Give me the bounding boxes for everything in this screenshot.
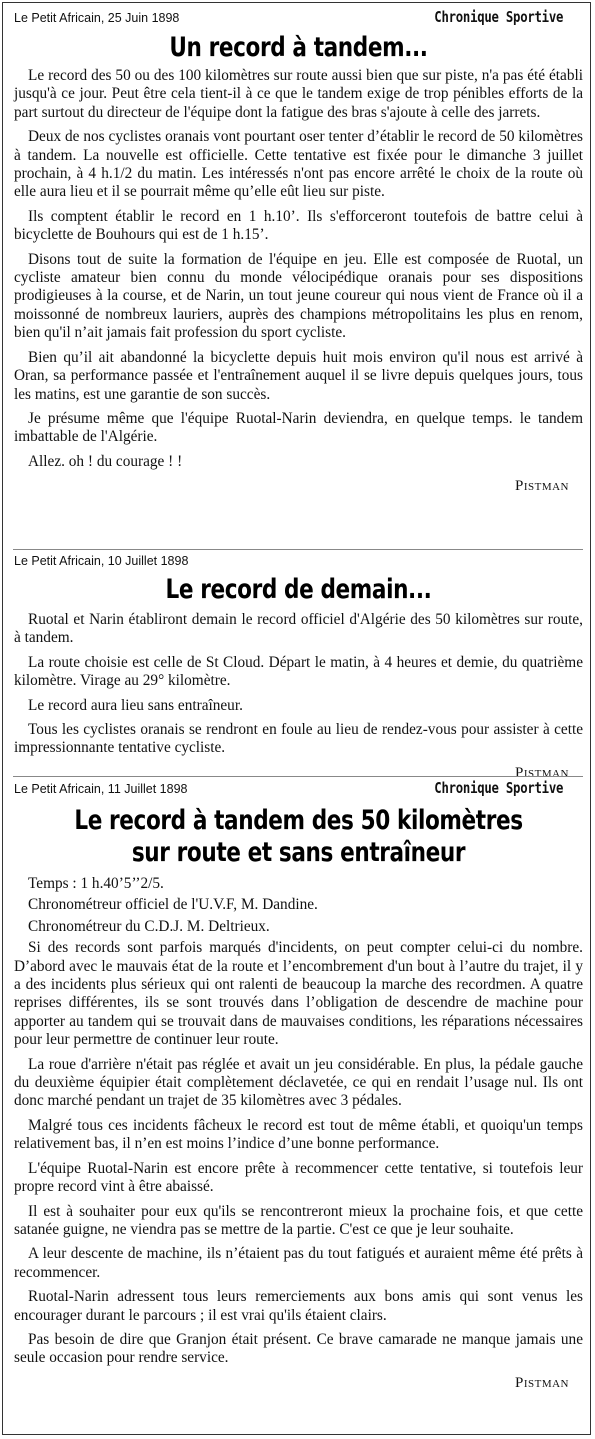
source-line: Le Petit Africain, 10 Juillet 1898 bbox=[14, 554, 189, 568]
rubric-label: Chronique Sportive bbox=[434, 8, 563, 26]
signature: Pistman bbox=[514, 478, 569, 495]
paragraph: Malgré tous ces incidents fâcheux le record est tout de même établi, et quoiqu'un temps relativement bas, il n’en est moins l’indice d’une bonne performance. bbox=[14, 1116, 583, 1153]
paragraph: Disons tout de suite la formation de l'équipe en jeu. Elle est composée de Ruotal, un cycliste amateur bien connu du monde vélocipédique oranais pour ses dispositions prodigieuses à la course, et de Narin, un tout jeune coureur qui nous vient de France où il a moissonné de nombreux lauriers, auprès des champions métropolitains les plus en renom, bien qu'il n’ait jamais fait profession du sport cycliste. bbox=[14, 250, 583, 342]
paragraph: A leur descente de machine, ils n’étaient pas du tout fatigués et auraient même été prêts à recommencer. bbox=[14, 1245, 583, 1281]
article-title-line-2: sur route et sans entraîneur bbox=[131, 837, 466, 868]
article-body bbox=[14, 67, 583, 471]
paragraph: Il est à souhaiter pour eux qu'ils se rencontreront mieux la prochaine fois, et que cette satanée guigne, ne viendra pas se mettre de la partie. C'est ce que je leur souhaite. bbox=[14, 1202, 583, 1238]
signature: Pistman bbox=[514, 764, 569, 781]
section-divider bbox=[13, 776, 583, 777]
paragraph: Pas besoin de dire que Granjon était présent. Ce brave camarade ne manque jamais une seule occasion pour rendre service. bbox=[14, 1330, 583, 1367]
paragraph: Le record des 50 ou des 100 kilomètres sur route aussi bien que sur piste, n'a pas été établi jusqu'à ce jour. Peut être cela tient-il à ce que le tandem exige de trop pénibles efforts de la part surtout du directeur de l'équipe dont la fatigue des bras s'ajoute à celle des jarrets. bbox=[14, 67, 583, 121]
article-body bbox=[14, 611, 583, 758]
source-line: Le Petit Africain, 11 Juillet 1898 bbox=[14, 782, 188, 796]
club-timekeeper-line: Chronométreur du C.D.J. M. Deltrieux. bbox=[28, 917, 270, 935]
article-title: Le record de demain... bbox=[165, 574, 432, 605]
paragraph: Tous les cyclistes oranais se rendront en foule au lieu de rendez-vous pour assister à cette impressionnante tentative cycliste. bbox=[14, 721, 583, 757]
paragraph: Le record aura lieu sans entraîneur. bbox=[28, 696, 243, 714]
paragraph: Bien qu’il ait abandonné la bicyclette depuis huit mois environ qu'il nous est arrivé à Oran, sa performance passée et l'entraînement auquel il se livre depuis quelques jours, tous les matins, est une garantie de son succès. bbox=[14, 348, 583, 403]
paragraph: La roue d'arrière n'était pas réglée et avait un jeu considérable. En plus, la pédale gauche du deuxième équipier était complètement déclavetée, ce qui en rendait l’usage nul. Ils ont donc marché pendant un trajet de 35 kilomètres avec 3 pédales. bbox=[14, 1055, 583, 1110]
article-title: Un record à tandem... bbox=[169, 32, 428, 63]
paragraph: Si des records sont parfois marqués d'incidents, on peut compter celui-ci du nombre. D’abord avec le mauvais état de la route et l’encombrement d'un bout à l’autre du trajet, il y a des incidents plus sérieux qui ont ralenti de beaucoup la marche des recordmen. A quatre reprises différentes, ils se sont trouvés dans l’obligation de descendre de machine pour apporter au tandem qui se trouvait dans de mauvaises conditions, les réparations nécessaires pour leur permettre de continuer leur route. bbox=[14, 939, 583, 1049]
article-record-50km bbox=[14, 781, 583, 1392]
official-timekeeper-line: Chronométreur officiel de l'U.V.F, M. Dandine. bbox=[28, 896, 318, 914]
paragraph: La route choisie est celle de St Cloud. Départ le matin, à 4 heures et demie, du quatrième kilomètre. Virage au 29° kilomètre. bbox=[14, 653, 583, 690]
source-line: Le Petit Africain, 25 Juin 1898 bbox=[14, 11, 180, 25]
paragraph: Je présume même que l'équipe Ruotal-Narin deviendra, en quelque temps. le tandem imbattable de l'Algérie. bbox=[14, 409, 583, 446]
article-header bbox=[14, 781, 583, 799]
article-header bbox=[14, 553, 583, 571]
rubric-label: Chronique Sportive bbox=[434, 779, 563, 797]
paragraph: Allez. oh ! du courage ! ! bbox=[28, 452, 183, 470]
section-divider bbox=[13, 549, 583, 550]
paragraph: L'équipe Ruotal-Narin est encore prête à recommencer cette tentative, si toutefois leur propre record vint à être abaissé. bbox=[14, 1159, 583, 1196]
signature: Pistman bbox=[514, 1374, 569, 1391]
article-header bbox=[14, 10, 583, 28]
paragraph: Ils comptent établir le record en 1 h.10’. Ils s'efforceront toutefois de battre celui à bicyclette de Bouhours qui est de 1 h.15’. bbox=[14, 207, 583, 244]
timing-line: Temps : 1 h.40’5’’2/5. bbox=[28, 875, 164, 892]
paragraph: Deux de nos cyclistes oranais vont pourtant oser tenter d’établir le record de 50 kilomètres à tandem. La nouvelle est officielle. Cette tentative est fixée pour le dimanche 3 juillet prochain, à 4 h.1/2 du matin. Les intéressés n'ont pas encore arrêté le choix de la route où elle aura lieu et il se pourrait même qu’elle eût lieu sur piste. bbox=[14, 128, 583, 201]
paragraph: Ruotal et Narin établiront demain le record officiel d'Algérie des 50 kilomètres sur route, à tandem. bbox=[14, 611, 583, 647]
article-body bbox=[14, 875, 583, 1368]
paragraph: Ruotal-Narin adressent tous leurs remerciements aux bons amis qui sont venus les encourager durant le parcours ; il est vrai qu'ils étaient clairs. bbox=[14, 1288, 583, 1324]
article-record-tandem bbox=[14, 10, 583, 495]
article-title-line-1: Le record à tandem des 50 kilomètres bbox=[74, 805, 523, 836]
article-record-demain bbox=[14, 553, 583, 782]
